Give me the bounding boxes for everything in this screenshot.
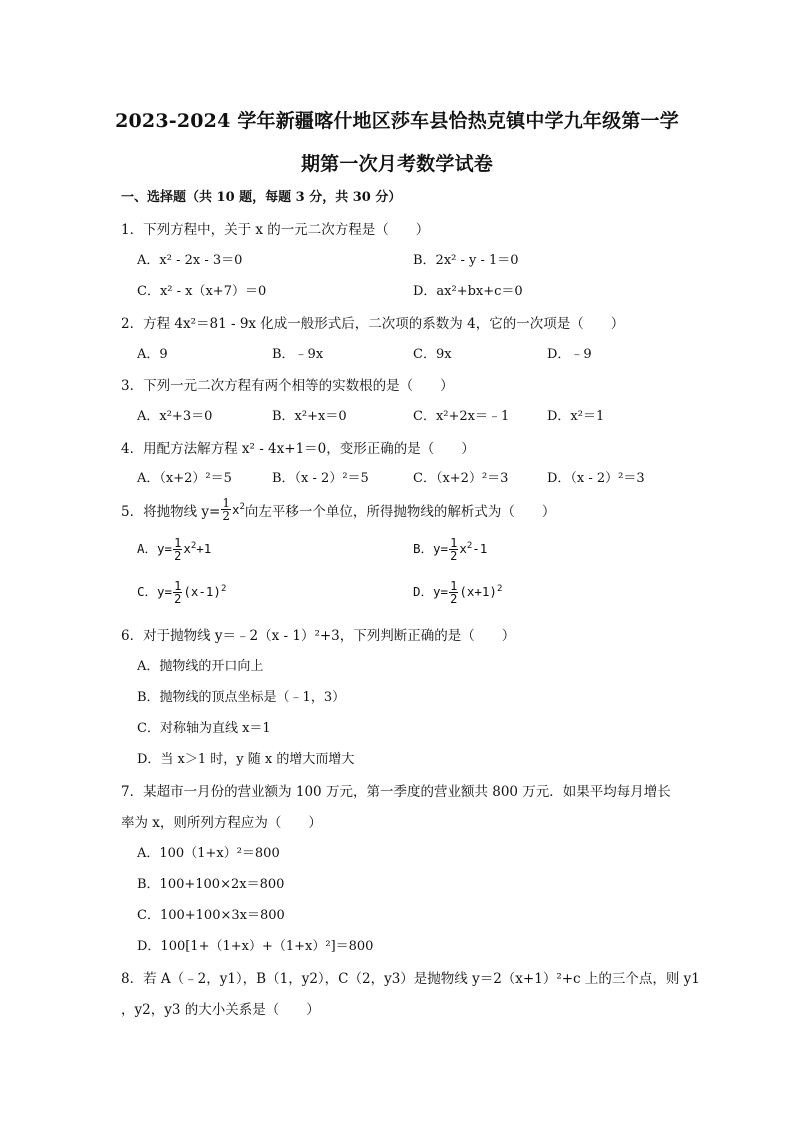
q3-option-b: B．x²+x＝0 (272, 409, 347, 424)
question-7-stem-line2: 率为 x，则所列方程应为（ ） (121, 815, 322, 831)
q2-option-b: B．﹣9x (272, 347, 324, 362)
q4-option-d: D．（x - 2）²＝3 (547, 471, 645, 486)
q3-option-c: C．x²+2x＝﹣1 (413, 409, 510, 424)
q5-option-b: B．y= $\frac{1}{2}$ $x^2-1$ (413, 536, 488, 563)
q5-option-d: D．y= $\frac{1}{2}$ $(x+1)^2$ (413, 579, 503, 606)
q5-fraction (221, 497, 231, 522)
question-3-stem: 3．下列一元二次方程有两个相等的实数根的是（ ） (121, 378, 454, 394)
q5-option-a: A．y= $\frac{1}{2}$ $x^2+1$ (137, 536, 212, 563)
q7-option-c: C．100+100×3x＝800 (137, 908, 285, 923)
question-2-stem: 2．方程 4x²＝81 - 9x 化成一般形式后，二次项的系数为 4，它的一次项是（ ） (121, 316, 625, 332)
q5-stem-prefix: 5．将抛物线 y= (121, 503, 221, 520)
question-5-stem (121, 497, 555, 522)
q1-option-d: D．ax²+bx+c＝0 (413, 284, 523, 299)
q6-option-d: D．当 x＞1 时，y 随 x 的增大而增大 (137, 752, 355, 767)
q6-option-a: A．抛物线的开口向上 (137, 659, 264, 674)
q2-option-a: A．9 (137, 347, 168, 362)
q5-option-c: C．y= $\frac{1}{2}$ $(x-1)^2$ (137, 579, 227, 606)
q1-option-a: A．x² - 2x - 3＝0 (137, 253, 243, 268)
q5-fraction-denominator: 2 (222, 509, 230, 523)
exam-title-line1: 2023-2024 学年新疆喀什地区莎车县恰热克镇中学九年级第一学 (115, 110, 679, 132)
question-6-stem: 6．对于抛物线 y＝﹣2（x - 1）²+3，下列判断正确的是（ ） (121, 628, 516, 644)
question-1-stem: 1．下列方程中，关于 x 的一元二次方程是（ ） (121, 222, 430, 238)
q2-option-d: D．﹣9 (547, 347, 592, 362)
q5-fraction-numerator: 1 (222, 496, 230, 510)
q1-option-c: C．x² - x（x+7）＝0 (137, 284, 267, 299)
q5-stem-suffix: 向左平移一个单位，所得抛物线的解析式为（ ） (244, 503, 556, 520)
q4-option-b: B．（x - 2）²＝5 (272, 471, 369, 486)
q4-option-c: C．（x+2）²＝3 (413, 471, 509, 486)
question-7-stem-line1: 7．某超市一月份的营业额为 100 万元，第一季度的营业额共 800 万元．如果平均每月增长 (121, 784, 671, 800)
q6-option-b: B．抛物线的顶点坐标是（﹣1，3） (137, 690, 346, 705)
q6-option-c: C．对称轴为直线 x＝1 (137, 721, 271, 736)
q4-option-a: A．（x+2）²＝5 (137, 471, 232, 486)
question-8-stem-line1: 8．若 A（﹣2，y1），B（1，y2），C（2，y3）是抛物线 y＝2（x+1）²+c 上的三个点，则 y1 (121, 971, 700, 987)
question-4-stem: 4．用配方法解方程 x² - 4x+1＝0，变形正确的是（ ） (121, 441, 475, 457)
q7-option-b: B．100+100×2x＝800 (137, 877, 285, 892)
q3-option-d: D．x²＝1 (547, 409, 605, 424)
q7-option-d: D．100[1+（1+x）+（1+x）²]＝800 (137, 939, 374, 954)
question-8-stem-line2: ，y2，y3 的大小关系是（ ） (121, 1002, 320, 1018)
section-heading: 一、选择题（共 10 题，每题 3 分，共 30 分） (121, 190, 402, 205)
q2-option-c: C．9x (413, 347, 452, 362)
q3-option-a: A．x²+3＝0 (137, 409, 213, 424)
q1-option-b: B．2x² - y - 1＝0 (413, 253, 519, 268)
q5-stem-x2: $x^2$ (231, 502, 245, 517)
exam-title-line2: 期第一次月考数学试卷 (300, 153, 493, 175)
q7-option-a: A．100（1+x）²＝800 (137, 846, 280, 861)
